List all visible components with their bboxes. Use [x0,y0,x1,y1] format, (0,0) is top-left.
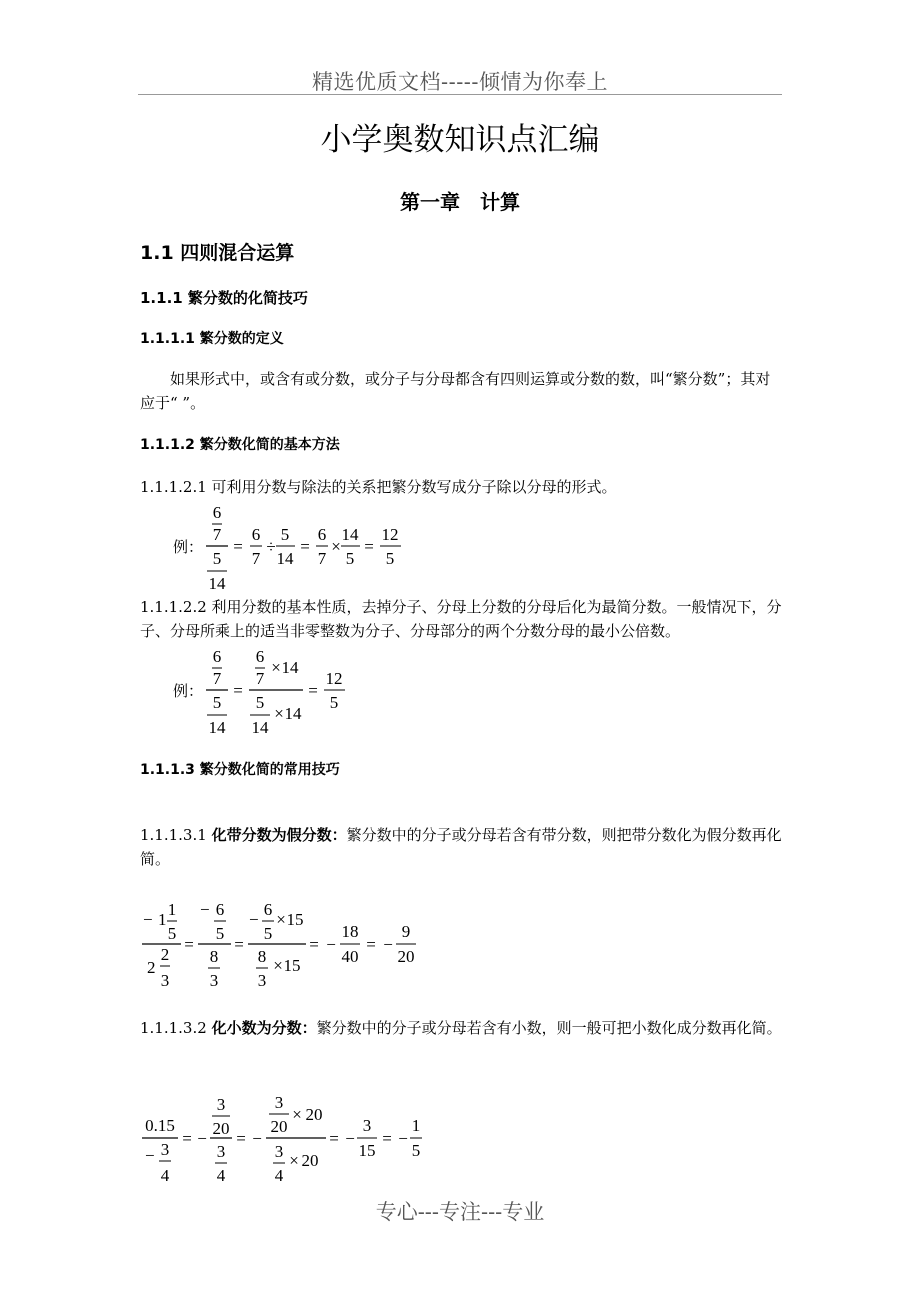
math-glyph: 9 [401,922,411,941]
math-glyph: 1 [158,910,167,929]
math-glyph: 20 [301,1151,319,1170]
math-glyph: 4 [216,1166,226,1185]
math-glyph: − [398,1129,408,1148]
math-glyph: 12 [325,669,343,688]
math-glyph: 6 [212,503,222,522]
technique-2-paragraph [140,1016,782,1040]
math-glyph: 7 [251,549,261,568]
math-glyph: 3 [216,1095,226,1114]
math-glyph: × [271,658,281,677]
math-glyph: 8 [257,947,267,966]
page-header: 精选优质文档-----倾情为你奉上 [312,70,608,94]
equation-2 [170,644,370,740]
equation-3 [138,895,428,991]
math-glyph: − [145,1146,155,1165]
math-glyph: 3 [160,971,170,990]
math-glyph: = [236,1129,246,1148]
math-glyph: = [382,1129,392,1148]
math-glyph: − [326,935,336,954]
technique-1-text: 繁分数中的分子或分母若含有带分数，则把带分数化为假分数再化简。 [140,826,782,868]
math-glyph: 5 [212,549,222,568]
math-glyph: 3 [160,1140,170,1159]
math-glyph: 1 [411,1116,421,1135]
math-glyph: 4 [160,1166,170,1185]
math-glyph: − [252,1129,262,1148]
math-glyph: 5 [215,924,225,943]
definition-heading: 1.1.1.1 繁分数的定义 [140,331,284,347]
math-glyph: × [331,537,341,556]
math-glyph: − [383,935,393,954]
basic-method-heading: 1.1.1.2 繁分数化简的基本方法 [140,437,340,453]
math-glyph: 20 [305,1105,323,1124]
math-glyph: − [143,910,153,929]
document-title: 小学奥数知识点汇编 [320,122,600,158]
math-glyph: 7 [317,549,327,568]
math-glyph: 20 [212,1119,230,1138]
math-glyph: 18 [341,922,359,941]
technique-1-title: 化带分数为假分数： [211,826,347,844]
math-glyph: 5 [385,549,395,568]
math-glyph: 3 [257,971,267,990]
math-glyph: 6 [251,525,261,544]
technique-1-paragraph [140,823,782,871]
page-footer: 专心---专注---专业 [375,1200,545,1224]
math-glyph: × [274,704,284,723]
technique-1-number: 1.1.1.3.1 [140,826,212,844]
math-glyph: 40 [341,947,359,966]
math-glyph: 12 [381,525,399,544]
math-glyph: 6 [317,525,327,544]
technique-2-text: 繁分数中的分子或分母若含有小数，则一般可把小数化成分数再化简。 [316,1019,782,1037]
math-glyph: 2 [147,958,156,977]
definition-text: 如果形式中，或含有或分数，或分子与分母都含有四则运算或分数的数，叫“繁分数”；其对应于“ ”。 [140,370,771,412]
math-glyph: = [329,1129,339,1148]
math-glyph: 7 [212,525,222,544]
math-glyph: 14 [208,574,226,593]
math-glyph: = [366,935,376,954]
chapter-heading: 第一章 计算 [400,190,520,214]
math-glyph: 2 [160,945,170,964]
math-glyph: 15 [283,956,301,975]
math-glyph: 8 [209,947,219,966]
math-glyph: = [233,681,243,700]
math-glyph: − [249,910,259,929]
math-glyph: 3 [209,971,219,990]
math-glyph: = [300,537,310,556]
header-divider [138,94,782,95]
math-glyph: 5 [411,1141,421,1160]
math-glyph: 14 [341,525,359,544]
math-glyph: 1 [167,900,177,919]
math-glyph: 4 [274,1166,284,1185]
example-label-1: 例： [173,540,204,556]
math-glyph: 6 [255,647,265,666]
math-glyph: 14 [208,718,226,737]
math-glyph: 5 [263,924,273,943]
math-glyph: 3 [274,1142,284,1161]
math-glyph: 3 [274,1093,284,1112]
math-glyph: 20 [270,1117,288,1136]
math-glyph: − [200,900,210,919]
math-glyph: 14 [251,718,269,737]
math-glyph: 15 [358,1141,376,1160]
math-glyph: − [345,1129,355,1148]
section-heading: 1.1 四则混合运算 [140,242,295,264]
math-glyph: = [184,935,194,954]
math-glyph: 14 [276,549,294,568]
math-glyph: 15 [286,910,304,929]
math-glyph: 6 [263,900,273,919]
math-glyph: 7 [212,669,222,688]
common-techniques-heading: 1.1.1.3 繁分数化简的常用技巧 [140,762,340,778]
math-glyph: 5 [329,693,339,712]
method-1-text: 1.1.1.2.1 可利用分数与除法的关系把繁分数写成分子除以分母的形式。 [140,478,617,496]
math-glyph: × [276,910,286,929]
math-glyph: ÷ [266,537,276,556]
math-glyph: 5 [255,693,265,712]
equation-1 [170,500,430,594]
math-glyph: 5 [345,549,355,568]
math-glyph: 3 [362,1116,372,1135]
math-glyph: 14 [281,658,299,677]
math-glyph: 20 [397,947,415,966]
definition-paragraph [140,367,782,415]
math-glyph: = [182,1129,192,1148]
subsection-heading: 1.1.1 繁分数的化简技巧 [140,289,308,307]
math-glyph: = [234,935,244,954]
math-glyph: × [289,1151,299,1170]
example-label-2: 例： [173,684,204,700]
math-glyph: = [233,537,243,556]
math-glyph: − [197,1129,207,1148]
math-glyph: 6 [215,900,225,919]
technique-2-number: 1.1.1.3.2 [140,1019,212,1037]
method-2-text: 1.1.1.2.2 利用分数的基本性质，去掉分子、分母上分数的分母后化为最简分数。一般情况下，分子、分母所乘上的适当非零整数为分子、分母部分的两个分数分母的最小公倍数。 [140,598,782,640]
math-glyph: × [273,956,283,975]
math-glyph: = [364,537,374,556]
math-glyph: 7 [255,669,265,688]
math-glyph: 14 [284,704,302,723]
equation-4 [138,1090,438,1186]
math-glyph: 5 [167,924,177,943]
technique-2-title: 化小数为分数： [211,1019,317,1037]
math-glyph: 6 [212,647,222,666]
math-glyph: = [308,681,318,700]
math-glyph: 0.15 [145,1116,175,1135]
math-glyph: 3 [216,1142,226,1161]
math-glyph: 5 [212,693,222,712]
math-glyph: = [309,935,319,954]
math-glyph: × [292,1105,302,1124]
math-glyph: 5 [280,525,290,544]
